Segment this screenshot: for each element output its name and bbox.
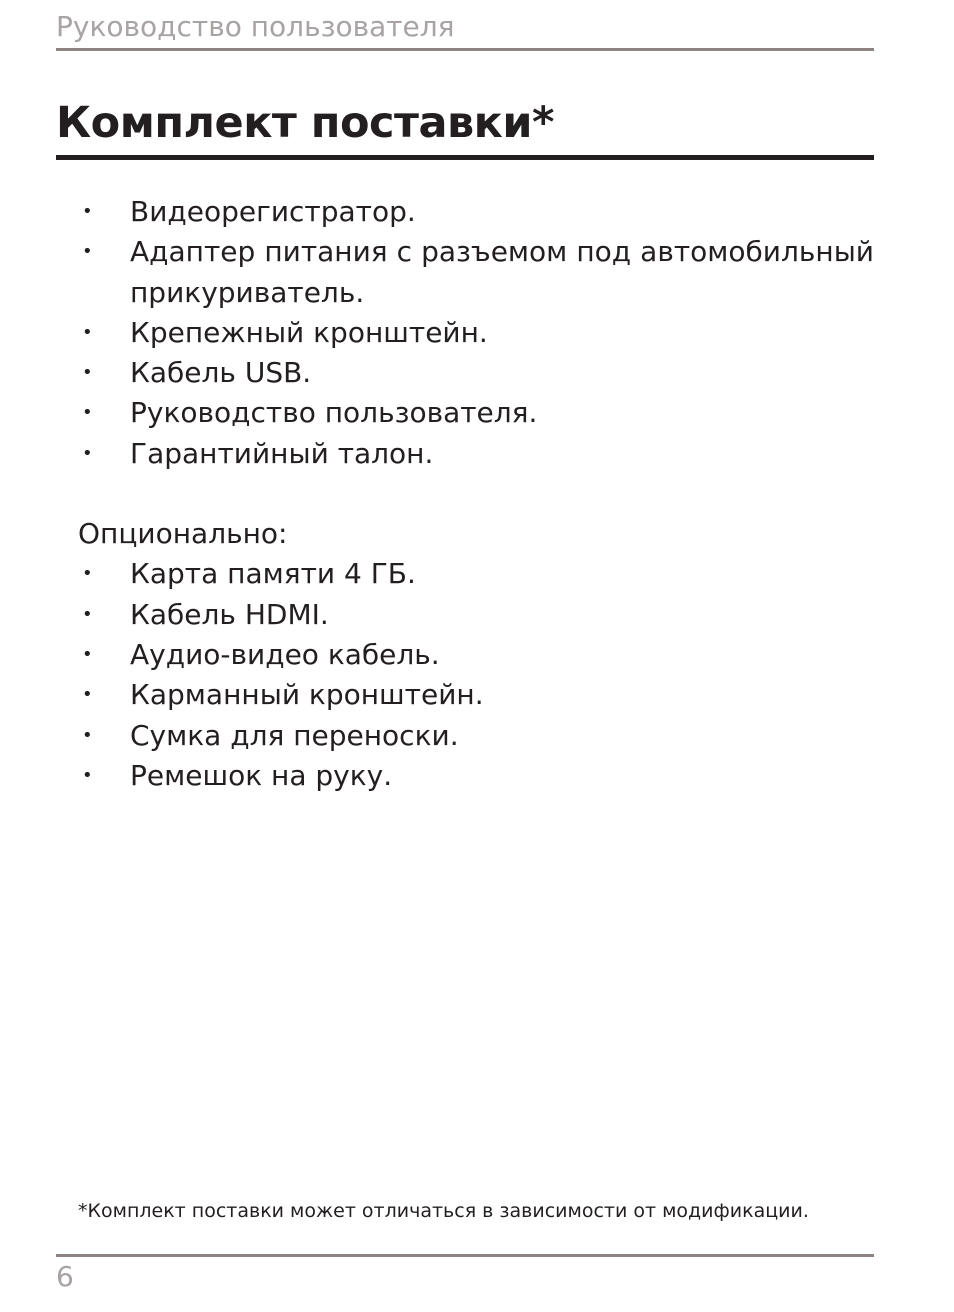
bullet-icon: • xyxy=(82,402,93,424)
list-item: • Кабель HDMI. xyxy=(78,595,874,635)
footer-divider xyxy=(56,1254,874,1257)
bullet-icon: • xyxy=(82,321,93,343)
list-item: • Аудио-видео кабель. xyxy=(78,635,874,675)
title-divider xyxy=(56,155,874,160)
running-header: Руководство пользователя xyxy=(56,10,455,43)
optional-heading: Опционально: xyxy=(78,517,288,551)
bullet-icon: • xyxy=(82,362,93,384)
bullet-icon: • xyxy=(82,764,93,786)
list-item: • Карманный кронштейн. xyxy=(78,675,874,715)
bullet-icon: • xyxy=(82,603,93,625)
list-item: • Карта памяти 4 ГБ. xyxy=(78,554,874,594)
list-item: • Крепежный кронштейн. xyxy=(78,313,874,353)
list-item: • Ремешок на руку. xyxy=(78,756,874,796)
bullet-icon: • xyxy=(82,442,93,464)
bullet-icon: • xyxy=(82,201,93,222)
list-item: • Руководство пользователя. xyxy=(78,393,874,433)
footnote: *Комплект поставки может отличаться в зависимости от модификации. xyxy=(78,1200,809,1222)
optional-items-list xyxy=(78,554,874,796)
list-item: • Кабель USB. xyxy=(78,353,874,393)
page-number: 6 xyxy=(56,1260,74,1293)
list-item: • Адаптер питания с разъемом под автомобильный прикуриватель. xyxy=(78,232,874,313)
list-item: • Гарантийный талон. xyxy=(78,434,874,474)
bullet-icon: • xyxy=(82,241,93,263)
list-item: • Сумка для переноски. xyxy=(78,716,874,756)
list-item: • Видеорегистратор. xyxy=(78,192,874,232)
bullet-icon: • xyxy=(82,563,93,585)
header-divider xyxy=(56,48,874,51)
main-content xyxy=(78,192,874,796)
included-items-list xyxy=(78,192,874,474)
bullet-icon: • xyxy=(82,724,93,746)
page-title: Комплект поставки* xyxy=(56,98,554,148)
bullet-icon: • xyxy=(82,684,93,706)
bullet-icon: • xyxy=(82,643,93,665)
